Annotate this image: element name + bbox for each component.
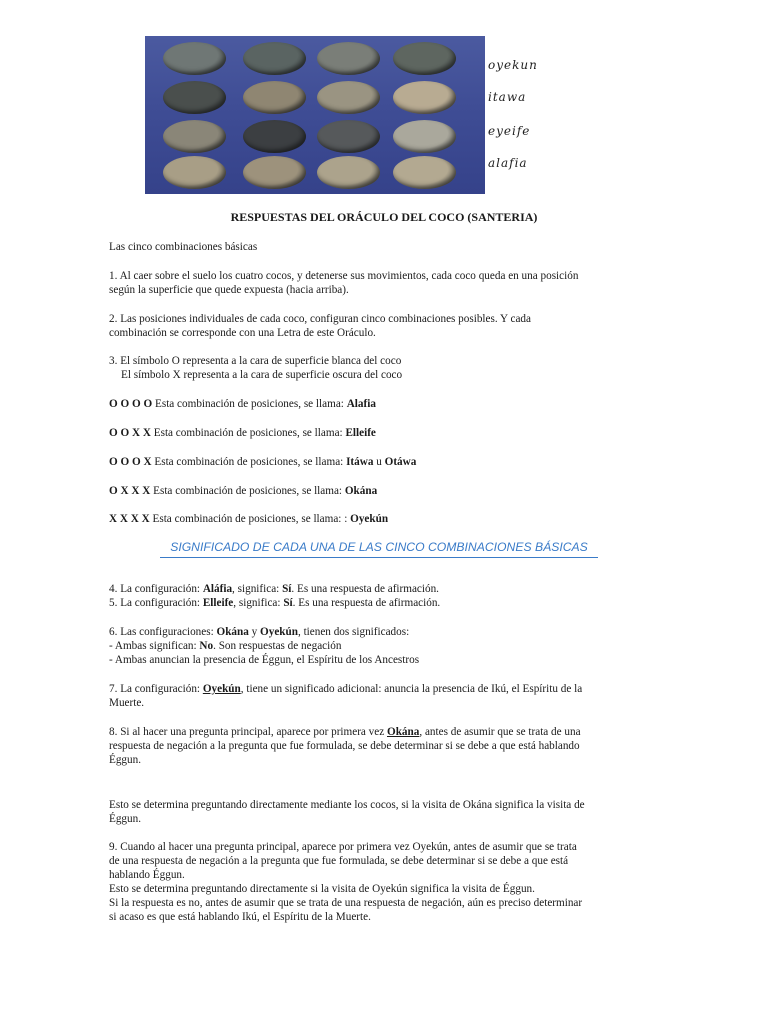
coconut-piece [393,120,456,153]
coconut-piece [393,42,456,75]
coconut-piece [317,120,380,153]
combination-okana: O X X X Esta combinación de posiciones, se llama: Okána [109,485,378,497]
paragraph-8: 8. Si al hacer una pregunta principal, aparece por primera vez Okána, antes de asumir que se trata de una respuesta de negación a la pregunta que fue formulada, se debe determinar si se debe a que está hablando Éggun. [109,726,581,766]
coconut-piece [163,81,226,114]
coconut-piece [243,42,306,75]
label-itawa: itawa [488,90,527,104]
paragraph-1: 1. Al caer sobre el suelo los cuatro cocos, y detenerse sus movimientos, cada coco queda en una posición según la superficie que quede expuesta (hacia arriba). [109,270,579,296]
coconut-piece [393,81,456,114]
document-title: RESPUESTAS DEL ORÁCULO DEL COCO (SANTERIA) [230,210,538,224]
combination-itawa: O O O X Esta combinación de posiciones, se llama: Itáwa u Otáwa [109,456,417,468]
coconut-photo [145,36,485,194]
coconut-piece [163,42,226,75]
paragraph-3: 3. El símbolo O representa a la cara de superficie blanca del coco El símbolo X representa a la cara de superficie oscura del coco [109,355,403,381]
paragraph-7: 7. La configuración: Oyekún, tiene un significado adicional: anuncia la presencia de Ikú, el Espíritu de la Muerte. [109,683,583,709]
paragraph-8b: Esto se determina preguntando directamente mediante los cocos, si la visita de Okána significa la visita de Éggun. [109,799,585,825]
coconut-photo-figure [145,36,566,194]
label-oyekun: oyekun [488,58,538,72]
combination-oyekun: X X X X Esta combinación de posiciones, se llama: : Oyekún [109,513,389,525]
combination-names-panel [485,36,566,194]
combination-elleife: O O X X Esta combinación de posiciones, se llama: Elleife [109,427,376,439]
coconut-piece [243,81,306,114]
coconut-piece [317,156,380,189]
coconut-piece [163,156,226,189]
paragraph-2: 2. Las posiciones individuales de cada coco, configuran cinco combinaciones posibles. Y cada combinación se corresponde con una Letra de este Oráculo. [109,313,531,339]
coconut-piece [243,156,306,189]
intro-text: Las cinco combinaciones básicas [109,241,258,253]
coconut-piece [317,42,380,75]
coconut-piece [317,81,380,114]
label-alafia: alafia [488,156,528,170]
label-eyeife: eyeife [488,124,531,138]
paragraph-9: 9. Cuando al hacer una pregunta principal, aparece por primera vez Oyekún, antes de asumir que se trata de una respuesta de negación a la pregunta que fue formulada, se debe determinar si se debe a que está hablando Éggun. Esto se determina preguntando directamente si la visita de Oyekún significa la visita de Éggun. Si la respuesta es no, antes de asumir que se trata de una respuesta de negación, aún es preciso determinar si acaso es que está hablando Ikú, el Espíritu de la Muerte. [109,841,583,923]
coconut-piece [243,120,306,153]
coconut-piece [163,120,226,153]
coconut-piece [393,156,456,189]
paragraph-6: 6. Las configuraciones: Okána y Oyekún, tienen dos significados: - Ambas significan: No. Son respuestas de negación - Ambas anuncian la presencia de Éggun, el Espíritu de los Ancestros [109,626,420,666]
paragraph-4-5: 4. La configuración: Aláfia, significa: Sí. Es una respuesta de afirmación. 5. La configuración: Elleife, significa: Sí. Es una respuesta de afirmación. [109,583,441,609]
combination-alafia: O O O O Esta combinación de posiciones, se llama: Alafia [109,398,376,410]
section-heading: SIGNIFICADO DE CADA UNA DE LAS CINCO COMBINACIONES BÁSICAS [160,540,598,558]
